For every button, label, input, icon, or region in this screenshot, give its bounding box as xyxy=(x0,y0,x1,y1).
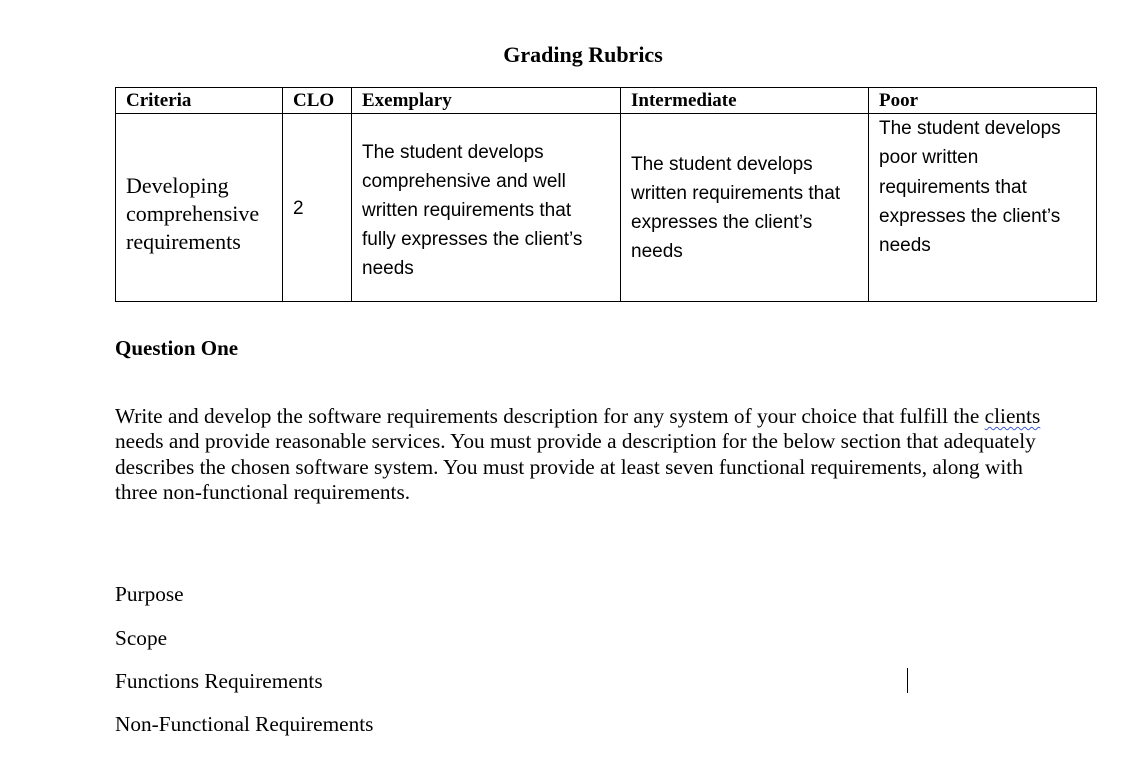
criteria-line: requirements xyxy=(126,228,241,254)
rubric-row xyxy=(116,114,1097,302)
rubric-header-row xyxy=(116,88,1097,114)
poor-cell: The student develops poor written requirements that expresses the client’s needs xyxy=(869,114,1097,302)
question-heading: Question One xyxy=(115,336,239,360)
text-cursor xyxy=(907,668,908,693)
question-text: Write and develop the software requirements description for any system of your choice that fulfill the xyxy=(115,404,985,428)
header-exemplary: Exemplary xyxy=(352,88,621,114)
exemplary-cell: The student develops comprehensive and well written requirements that fully expresses the client’s needs xyxy=(352,114,621,302)
intermediate-cell: The student develops written requirements that expresses the client’s needs xyxy=(621,114,869,302)
document-title: Grading Rubrics xyxy=(503,42,663,67)
clo-cell: 2 xyxy=(283,114,352,302)
header-poor: Poor xyxy=(869,88,1097,114)
question-body xyxy=(115,404,1055,505)
section-purpose: Purpose xyxy=(115,582,184,606)
criteria-line: Developing xyxy=(126,172,229,198)
section-functional-requirements: Functions Requirements xyxy=(115,669,323,693)
question-text: needs and provide reasonable services. You must provide a description for the below section that adequately describes the chosen software system. You must provide at least seven functional requirements, along with three non-functional requirements. xyxy=(115,429,1036,504)
section-scope: Scope xyxy=(115,626,168,650)
criteria-line: comprehensive xyxy=(126,200,260,226)
header-criteria: Criteria xyxy=(116,88,283,114)
spellcheck-flagged-word[interactable]: clients xyxy=(984,404,1041,428)
grading-rubric-table xyxy=(115,87,1097,302)
header-clo: CLO xyxy=(283,88,352,114)
header-intermediate: Intermediate xyxy=(621,88,869,114)
section-non-functional-requirements: Non-Functional Requirements xyxy=(115,712,374,736)
criteria-cell xyxy=(116,114,283,302)
